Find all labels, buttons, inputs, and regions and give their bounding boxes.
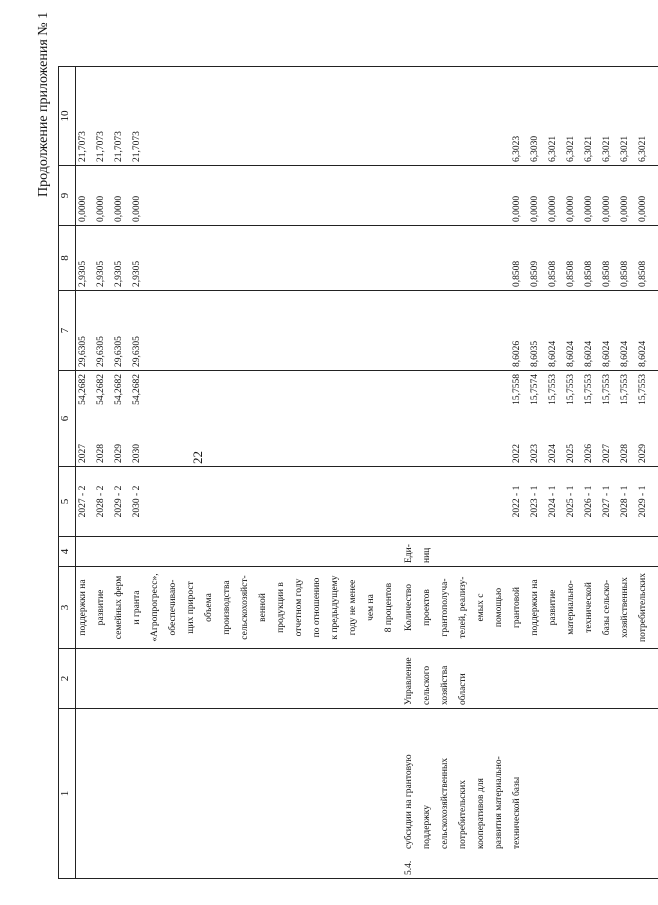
cell-line: 6,3021 [638, 135, 648, 162]
cell-line: 21,7073 [78, 131, 88, 162]
cell-line: 15,7553 [602, 374, 612, 405]
cell-line: технической базы [512, 776, 522, 849]
cell-line: 8,6035 [530, 340, 540, 367]
cell-line: производства [222, 580, 232, 635]
cell-line: 0,0000 [638, 195, 648, 222]
cell-line: 2029 - 1 [638, 485, 648, 518]
cell-line: сельского [422, 665, 432, 705]
cell-line: щих прирост [186, 581, 196, 634]
table-row [404, 67, 658, 879]
cell-line: 2030 - 2 [132, 485, 142, 518]
cell-col9 [404, 166, 658, 226]
cell-line: 0,0000 [530, 195, 540, 222]
cell-line: 8,6024 [620, 340, 630, 367]
cell-line: 6,3023 [512, 135, 522, 162]
value-list [512, 169, 656, 222]
cell-col4 [404, 537, 658, 567]
cell-line: 2027 - 2 [78, 485, 88, 518]
row-title [404, 754, 530, 849]
cell-line: 6,3021 [566, 135, 576, 162]
cell-line: и гранта [132, 590, 142, 625]
cell-line: 6,3021 [584, 135, 594, 162]
value-list [512, 470, 656, 533]
header-cell: 1 [59, 709, 76, 879]
cell-col6 [404, 371, 658, 467]
cell-line: 0,0000 [548, 195, 558, 222]
cell-line: объема [204, 593, 214, 622]
cell-line: 54,2682 [96, 374, 106, 405]
cell-col10 [404, 67, 658, 166]
cell-line: 6,3030 [530, 135, 540, 162]
cell-line: материально- [566, 580, 576, 635]
cell-col5 [76, 467, 405, 537]
cell-line: 6,3021 [620, 135, 630, 162]
cell-line: емых с [476, 593, 486, 622]
cell-line: 0,0000 [114, 195, 124, 222]
cell-line: хозяйства [440, 665, 450, 705]
cell-line: сельскохозяйст- [240, 575, 250, 640]
cell-line: 15,7553 [584, 374, 594, 405]
cell-line: к предыдущему [330, 575, 340, 640]
cell-line: продукции в [276, 582, 286, 633]
cell-line: 0,0000 [512, 195, 522, 222]
cell-line: 2025 [566, 444, 576, 463]
cell-line: 2030 [132, 444, 142, 463]
cell-line: Управление [404, 657, 414, 705]
value-list [512, 70, 656, 162]
cell-line: 15,7553 [548, 374, 558, 405]
cell-line: 0,0000 [78, 195, 88, 222]
cell-line: 29,6305 [132, 336, 142, 367]
cell-line: хозяйственных [620, 577, 630, 638]
cell-col7 [404, 291, 658, 371]
cell-line: 0,8508 [548, 260, 558, 287]
cell-col10 [76, 67, 405, 166]
value-list [78, 374, 150, 405]
cell-line: 15,7553 [638, 374, 648, 405]
cell-line: 2,9305 [96, 260, 106, 287]
cell-line: году не менее [348, 579, 358, 636]
indicators-table [58, 66, 658, 879]
cell-line: 2022 [512, 444, 522, 463]
header-cell: 3 [59, 567, 76, 649]
cell-line: 0,0000 [96, 195, 106, 222]
cell-line: потребительских [458, 780, 468, 849]
cell-col7 [76, 291, 405, 371]
row-number: 5.4. [404, 860, 414, 875]
cell-line: 2023 [530, 444, 540, 463]
value-list [512, 294, 656, 367]
cell-line: отчетном году [294, 578, 304, 637]
cell-line: поддержки на [530, 579, 540, 636]
cell-line: 8,6024 [548, 340, 558, 367]
cell-line: 2,9305 [114, 260, 124, 287]
cell-line: 2025 - 1 [566, 485, 576, 518]
cell-line: 15,7574 [530, 374, 540, 405]
cell-line: Количество [404, 583, 414, 632]
cell-line: 8,6024 [602, 340, 612, 367]
cell-line: 15,7558 [512, 374, 522, 405]
header-cell: 2 [59, 649, 76, 709]
cell-line: 8,6024 [566, 340, 576, 367]
header-cell: 6 [59, 371, 76, 467]
cell-line: 2026 [584, 444, 594, 463]
year-list [512, 444, 656, 463]
cell-line: 29,6305 [114, 336, 124, 367]
cell-line: 29,6305 [96, 336, 106, 367]
cell-line: поддержки на [78, 579, 88, 636]
cell-line: грантовой [512, 587, 522, 628]
cell-line: 21,7073 [114, 131, 124, 162]
table-row [76, 67, 405, 879]
cell-line: 2022 - 1 [512, 485, 522, 518]
value-list [512, 374, 656, 405]
page-number: 22 [190, 451, 205, 464]
cell-line: 21,7073 [96, 131, 106, 162]
cell-line: 54,2682 [132, 374, 142, 405]
cell-line: 2027 [78, 444, 88, 463]
value-list [512, 229, 656, 287]
header-row [59, 67, 76, 879]
cell-col2 [76, 649, 405, 709]
cell-line: 0,0000 [566, 195, 576, 222]
cell-line: 8 процентов [384, 582, 394, 633]
cell-col3 [404, 567, 658, 649]
cell-col6 [76, 371, 405, 467]
cell-line: развитие [96, 589, 106, 626]
cell-line: 0,8508 [620, 260, 630, 287]
cell-line: 0,0000 [584, 195, 594, 222]
cell-line: сельскохозяйственных [440, 757, 450, 849]
cell-line: 0,8509 [530, 260, 540, 287]
cell-line: кооперативов для [476, 778, 486, 849]
cell-line: 0,8508 [638, 260, 648, 287]
cell-line: 2,9305 [132, 260, 142, 287]
cell-line: 2027 - 1 [602, 485, 612, 518]
cell-line: грантополуча- [440, 578, 450, 637]
cell-line: 15,7553 [620, 374, 630, 405]
cell-line: 54,2682 [78, 374, 88, 405]
cell-line: субсидии на грантовую [404, 754, 414, 849]
header-cell: 8 [59, 226, 76, 291]
header-cell: 7 [59, 291, 76, 371]
cell-line: 21,7073 [132, 131, 142, 162]
cell-line: 2027 [602, 444, 612, 463]
cell-line: 2,9305 [78, 260, 88, 287]
cell-line: области [458, 673, 468, 705]
cell-line: развития материально- [494, 756, 504, 849]
cell-line: поддержку [422, 805, 432, 849]
cell-line: 29,6305 [78, 336, 88, 367]
cell-line: семейных ферм [114, 575, 124, 640]
cell-line: 2026 - 1 [584, 485, 594, 518]
cell-col8 [404, 226, 658, 291]
cell-line: 2024 - 1 [548, 485, 558, 518]
cell-line: 0,8508 [602, 260, 612, 287]
cell-line: 15,7553 [566, 374, 576, 405]
cell-line: 54,2682 [114, 374, 124, 405]
cell-col5 [404, 467, 658, 537]
cell-line: базы сельско- [602, 579, 612, 636]
cell-line: 0,0000 [132, 195, 142, 222]
cell-line: 6,3021 [602, 135, 612, 162]
cell-line: чем на [366, 594, 376, 621]
cell-line: 2023 - 1 [530, 485, 540, 518]
cell-line: потребительских [638, 573, 648, 642]
header-cell: 10 [59, 67, 76, 166]
cell-col3 [76, 567, 405, 649]
cell-line: «Агропрогресс», [150, 573, 160, 642]
cell-line: 0,0000 [620, 195, 630, 222]
cell-line: ниц [422, 547, 432, 563]
cell-line: 8,6024 [638, 340, 648, 367]
cell-line: 8,6026 [512, 340, 522, 367]
cell-line: Еди- [404, 544, 414, 563]
cell-line: обеспечиваю- [168, 579, 178, 636]
cell-line: 2024 [548, 444, 558, 463]
header-cell: 9 [59, 166, 76, 226]
cell-line: технической [584, 582, 594, 633]
cell-line: помощью [494, 587, 504, 628]
cell-line: венной [258, 593, 268, 622]
cell-line: 6,3021 [548, 135, 558, 162]
cell-col4 [76, 537, 405, 567]
cell-line: 2028 [96, 444, 106, 463]
cell-line: 2029 [638, 444, 648, 463]
cell-line: 2029 [114, 444, 124, 463]
cell-line: по отношению [312, 577, 322, 638]
cell-line: развитие [548, 589, 558, 626]
cell-col9 [76, 166, 405, 226]
annex-title: Продолжение приложения № 1 [36, 11, 51, 197]
cell-col8 [76, 226, 405, 291]
year-list [78, 444, 150, 463]
cell-col1 [404, 709, 658, 879]
header-cell: 4 [59, 537, 76, 567]
cell-col2 [404, 649, 658, 709]
cell-col1 [76, 709, 405, 879]
cell-line: 0,0000 [602, 195, 612, 222]
cell-line: 8,6024 [584, 340, 594, 367]
cell-line: 0,8508 [584, 260, 594, 287]
header-cell: 5 [59, 467, 76, 537]
cell-line: проектов [422, 589, 432, 626]
cell-line: 2028 - 2 [96, 485, 106, 518]
cell-line: 2029 - 2 [114, 485, 124, 518]
cell-line: телей, реализу- [458, 576, 468, 639]
cell-line: 0,8508 [512, 260, 522, 287]
cell-line: 0,8508 [566, 260, 576, 287]
cell-line: 2028 - 1 [620, 485, 630, 518]
cell-line: 2028 [620, 444, 630, 463]
